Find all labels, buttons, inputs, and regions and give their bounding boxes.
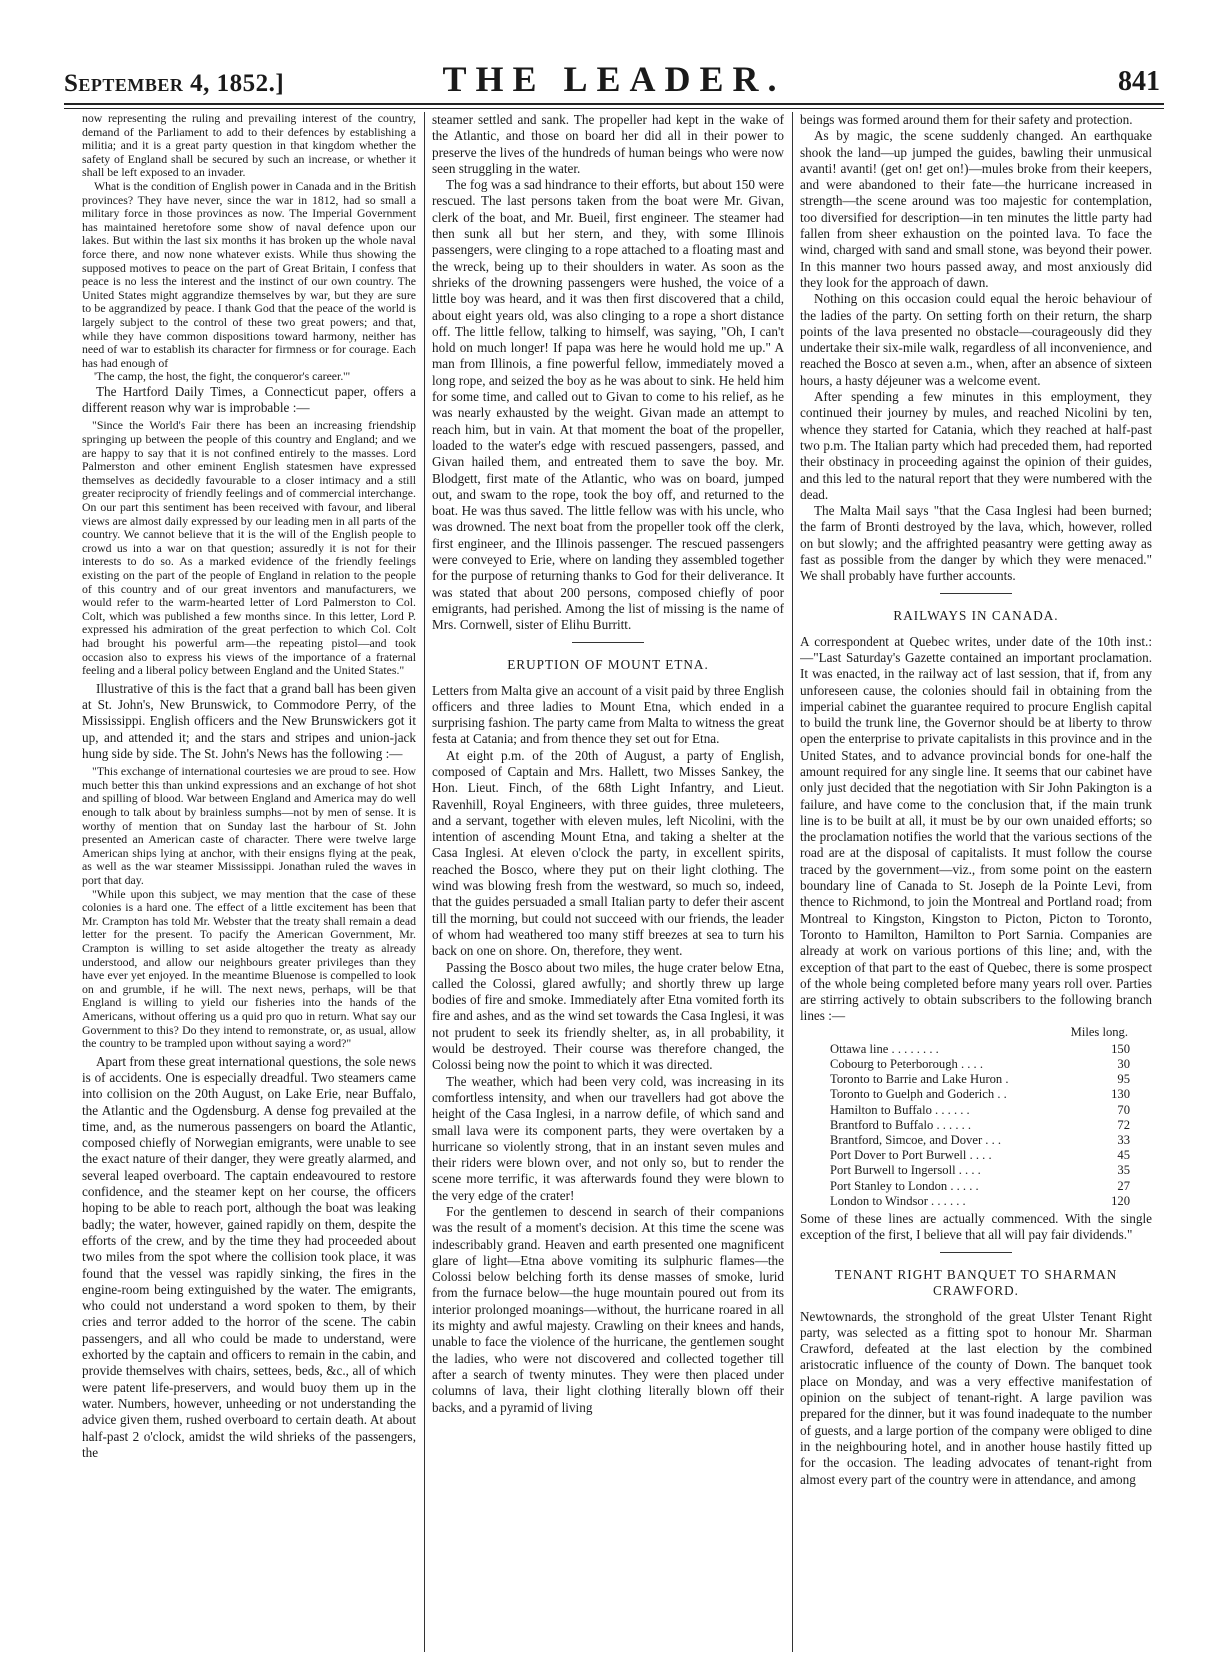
branch-line-miles: 130 xyxy=(1111,1087,1130,1102)
section-rule xyxy=(940,593,1012,594)
header-rule xyxy=(64,103,1164,105)
paragraph: The weather, which had been very cold, was increasing in its comfortless intensity, and when our travellers had got above the height of the Casa Inglesi, in a narrow defile, of which sand and small lava were its component parts, they were overtaken by a hurricane so violently strong, that in an instant seven mules and their riders were blown over, and not only so, but to render the scene more terrific, it was afterwards found they were blown to the very edge of the crater! xyxy=(432,1073,784,1203)
branch-line-miles: 45 xyxy=(1117,1148,1130,1163)
block-quote: "While upon this subject, we may mention that the case of these colonies is a hard one. The effect of a little excitement has been that Mr. Crampton has told Mr. Webster that the treaty shall remain a dead letter for the present. To pacify the American Government, Mr. Crampton is willing to set aside altogether the treaty as already understood, and allow our neighbours greater privileges than they have ever yet enjoyed. In the meantime Bluenose is compelled to look on and grumble, if he will. The next news, perhaps, will be that England is willing to yield our fisheries into the hands of the Americans, without offering us a quid pro quo in return. What say our Government to this? Do they intend to remonstrate, or, as usual, allow the country to be trampled upon without saying a word?" xyxy=(82,886,416,1051)
branch-line-miles: 35 xyxy=(1117,1163,1130,1178)
table-row xyxy=(800,1103,1152,1118)
paragraph: The Malta Mail says "that the Casa Inglesi had been burned; the farm of Bronti destroyed by the lava, which, however, rolled on but slowly; and the affrighted peasantry were getting away as fast as possible from the danger by which they were menaced." We shall probably have further accounts. xyxy=(800,503,1152,584)
table-row xyxy=(800,1179,1152,1194)
paragraph: A correspondent at Quebec writes, under date of the 10th inst.:—"Last Saturday's Gazette contained an important proclamation. It was enacted, in the railway act of last session, that if, from any unforeseen cause, the colonies should fail in obtaining from the imperial cabinet the guarantee required to procure English capital to build the trunk line, the Governor should be at liberty to throw open the enterprise to private capitalists in this province and in the United States, and to advance provincial bonds for one-half the amount required for any single line. It seems that our cabinet have only just decided that the negotiation with Sir John Pakington is a failure, and have come to the conclusion that, if the main trunk line is to be built at all, it must be by our own unaided efforts; so the proclamation notifies the world that the various sections of the road are at the disposal of capitalists. It must follow the course traced by the government—viz., from some point on the eastern boundary line of Canada to St. Joseph de la Pointe Levi, from thence to Richmond, to join the Montreal and Portland road; from Montreal to Kingston, Kingston to Picton, Picton to Toronto, Toronto to Hamilton, Hamilton to Port Sarnia. Companies are already at work on various portions of this line; and, with the exception of that part to the east of Quebec, there is some prospect of the whole being completed before many years roll over. Parties are stirring actively to obtain subscribers to the following branch lines :— xyxy=(800,633,1152,1024)
page-number: 841 xyxy=(1118,66,1160,97)
section-heading: ERUPTION OF MOUNT ETNA. xyxy=(507,656,709,672)
header-rule-thin xyxy=(64,108,1164,109)
branch-line-name: Brantford to Buffalo . . . . . . xyxy=(830,1117,972,1132)
paragraph: Newtownards, the stronghold of the great Ulster Tenant Right party, was selected as a fitting spot to honour Mr. Sharman Crawford, defeated at the last election by the combined aristocratic influence of the county of Down. The banquet took place on Monday, and was a very effective manifestation of opinion on the subject of tenant-right. A large pavilion was prepared for the dinner, but it was found inadequate to the number of guests, and a large portion of the company were obliged to dine in the neighbouring hotel, and in another house hastily fitted up for the occasion. The leading advocates of tenant-right from almost every part of the country were in attendance, and among xyxy=(800,1308,1152,1487)
table-row xyxy=(800,1042,1152,1057)
issue-date: September 4, 1852.] xyxy=(64,70,285,97)
branch-line-name: Toronto to Guelph and Goderich . . xyxy=(830,1087,1007,1102)
table-row xyxy=(800,1148,1152,1163)
paragraph: What is the condition of English power in Canada and in the British provinces? They have never, since the war in 1812, had so small a military force in those provinces as now. The Imperial Government has maintained heretofore some show of naval defence upon our lakes. But within the last six months it has broken up the whole naval force there, and now none whatever exists. While thus showing the supposed motives to peace on the part of Great Britain, I confess that peace is no less the interest and the instinct of our own country. The United States might aggrandize themselves by war, but they are sure to be aggrandized by peace. I thank God that the peace of the world is largely subject to the control of these two great powers; and that, while they have common dispositions toward harmony, neither has need of war to establish its character for firmness or for courage. Each has had enough of xyxy=(82,178,416,370)
block-quote: "This exchange of international courtesies we are proud to see. How much better this than unkind expressions and an exchange of hot shot and spilling of blood. War between England and America may do well enough to talk about by brainless sumphs—not by men of sense. It is worthy of mention that on Sunday last the harbour of St. John presented an American caste of character. There were twelve large American ships lying at anchor, with their ensigns flying at the peak, as well as the war steamer Mississippi. Jonathan ruled the waves in port that day. xyxy=(82,764,416,887)
paragraph: Letters from Malta give an account of a visit paid by three English officers and three ladies to Mount Etna, which ended in a surprising fashion. The party came from Malta to witness the great festa at Catania; and from thence they set out for Etna. xyxy=(432,682,784,747)
paragraph: steamer settled and sank. The propeller had kept in the wake of the Atlantic, and those on board her did all in their power to preserve the lives of the hundreds of human beings who were now seen struggling in the water. xyxy=(432,112,784,176)
table-row xyxy=(800,1163,1152,1178)
table-row xyxy=(800,1118,1152,1133)
paragraph: For the gentlemen to descend in search of their companions was the result of a moment's decision. At this time the scene was indescribably grand. Heaven and earth presented one magnificent glare of light—Etna above vomiting its sulphuric flames—the Colossi below belching forth its dense masses of smoke, lurid from the furnace below—the huge mountain poured out from its interior prolonged moanings—without, the hurricane roared in all its mighty and awful majesty. Crawling on their knees and hands, unable to face the violence of the hurricane, the gentlemen sought the ladies, who were not discovered and collected together till after a search of twenty minutes. They were then placed under columns of lava, their light clothing literally blown off their backs, and a pyramid of living xyxy=(432,1204,784,1415)
column-1 xyxy=(82,112,416,1654)
quotation-line: 'The camp, the host, the fight, the conqueror's career.'" xyxy=(94,369,351,384)
section-rule xyxy=(940,1252,1012,1253)
column-3 xyxy=(800,112,1152,1654)
section-heading: RAILWAYS IN CANADA. xyxy=(893,607,1059,623)
paragraph: Apart from these great international questions, the sole news is of accidents. One is especially dreadful. Two steamers came into collision on the 20th August, on Lake Erie, near Buffalo, the Atlantic and the Ogdensburg. A dense fog prevailed at the time, and, as the numerous passengers on board the Atlantic, composed chiefly of Norwegian emigrants, were unable to see the exact nature of their danger, they were greatly alarmed, and several leaped overboard. The captain endeavoured to restore confidence, and the steamer kept on her course, the officers hoping to be able to reach port, although the boat was leaking badly; the water, however, gained rapidly on them, despite the efforts of the crew, and by the time they had proceeded about two miles from the spot where the collision took place, it was found that the vessel was rapidly sinking, the fires in the engine-room being extinguished by the water. The emigrants, who could not understand a word spoken to them, by their cries and terror added to the horror of the scene. The cabin passengers, and all who could be made to understand, were exhorted by the captain and officers to remain in the cabin, and provide themselves with chairs, settees, beds, &c., all of which were patent life-preservers, and would buoy them up in the water. Numbers, however, unheeding or not understanding the advice given them, rushed overboard to certain death. At about half-past 2 o'clock, amidst the wild shrieks of the passengers, the xyxy=(82,1053,416,1460)
paragraph: After spending a few minutes in this employment, they continued their journey by mules, and reached Nicolini by ten, whence they started for Catania, which they reached at half-past two p.m. The Italian party which had preceded them, had reported their obstinacy in proceeding against the opinion of their guides, and this led to the natural report that they were numbered with the dead. xyxy=(800,389,1152,502)
branch-line-miles: 27 xyxy=(1117,1178,1130,1193)
branch-line-miles: 150 xyxy=(1111,1041,1130,1056)
section-rule xyxy=(572,642,644,643)
branch-line-miles: 33 xyxy=(1117,1132,1130,1147)
column-2 xyxy=(432,112,784,1654)
paragraph: now representing the ruling and prevailing interest of the country, demand of the Parliament to add to their defences by establishing a militia; and it is a great party question in that kingdom whether the safety of England shall be secured by such an increase, or whether it shall be left exposed to an invader. xyxy=(82,112,416,180)
column-divider xyxy=(424,112,425,1652)
branch-line-miles: 72 xyxy=(1117,1117,1130,1132)
branch-lines-table xyxy=(800,1042,1152,1209)
section-heading: TENANT RIGHT BANQUET TO SHARMAN CRAWFORD. xyxy=(834,1266,1118,1298)
paragraph: The Hartford Daily Times, a Connecticut paper, offers a different reason why war is improbable :— xyxy=(82,383,416,416)
paragraph: Nothing on this occasion could equal the heroic behaviour of the ladies of the party. On setting forth on their return, the sharp points of the lava presented no obstacle—courageously did they undertake their six-mile walk, regardless of all inconvenience, and reached the Bosco at seven a.m., when, after an absence of sixteen hours, a hasty déjeuner was a welcome event. xyxy=(800,291,1152,388)
table-row xyxy=(800,1072,1152,1087)
table-header: Miles long. xyxy=(1070,1024,1128,1039)
branch-line-name: Hamilton to Buffalo . . . . . . xyxy=(830,1102,970,1117)
paragraph: The fog was a sad hindrance to their efforts, but about 150 were rescued. The last persons taken from the boat were Mr. Givan, clerk of the boat, and Mr. Bueil, first engineer. The steamer had then sunk all but her stern, and they, with some Illinois passengers, were clinging to a rope attached to a floating mast and the wreck, being up to their shoulders in water. As soon as the shrieks of the drowning passengers were hushed, the voice of a little boy was heard, and it was then first discovered that a child, about eight years old, was also clinging to a rope a short distance off. The little fellow, talking to himself, was saying, "Oh, I can't hold on much longer! If papa was here he would hold me up." A man from Illinois, a fine powerful fellow, immediately moved a long rope, and seized the boy as he was about to sink. He held him for some time, and called out to Givan to come to his relief, as he was nearly exhausted by the weight. Givan made an attempt to reach him, but in vain. At that moment the boat of the propeller, loaded to the water's edge with rescued passengers, passed, and Givan hailed them, and entreated them to save the boy. Mr. Blodgett, first mate of the Atlantic, who was on board, jumped out, and swam to the rope, took the boy off, and returned to the boat. He was thus saved. The little fellow was with his uncle, who was drowned. The next boat from the propeller took off the clerk, first engineer, and the Illinois passenger. The rescued passengers were conveyed to Erie, where on landing they assembled together for the purpose of returning thanks to God for their deliverance. It was stated that about 200 persons, composed chiefly of poor emigrants, had perished. Among the list of missing is the name of Mrs. Cornwell, sister of Elihu Burritt. xyxy=(432,177,784,633)
branch-line-name: Port Stanley to London . . . . . xyxy=(830,1178,979,1193)
table-row xyxy=(800,1194,1152,1209)
newspaper-title: THE LEADER. xyxy=(442,59,786,99)
masthead xyxy=(64,58,1164,102)
paragraph: beings was formed around them for their safety and protection. xyxy=(800,112,1133,127)
branch-line-name: London to Windsor . . . . . . xyxy=(830,1193,966,1208)
branch-line-name: Port Dover to Port Burwell . . . . xyxy=(830,1148,992,1163)
paragraph: Some of these lines are actually commenced. With the single exception of the first, I believe that all will pay fair dividends." xyxy=(800,1210,1152,1243)
branch-line-miles: 120 xyxy=(1111,1193,1130,1208)
branch-line-name: Ottawa line . . . . . . . . xyxy=(830,1041,939,1056)
table-row xyxy=(800,1057,1152,1072)
branch-line-name: Toronto to Barrie and Lake Huron . xyxy=(830,1072,1009,1087)
block-quote: "Since the World's Fair there has been an increasing friendship springing up between the people of this country and England; and we are happy to say that it is not confined entirely to the masses. Lord Palmerston and other eminent English statesmen have expressed themselves as decidedly favourable to a closer intimacy and a still greater reciprocity of friendly feelings and of commercial interchange. On our part this sentiment has been received with favour, and liberal views are almost daily expressed by our leading men in all parts of the country. We cannot believe that it is the will of the English people to crowd us into a war on that question; assuredly it is not for their interests to do so. As a marked evidence of the friendly feelings existing on the part of the people of England in relation to the people of this country and of our great inventors and manufacturers, we would refer to the warm-hearted letter of Lord Palmerston to Col. Colt, which was published a few months since. In this letter, Lord P. expressed his admiration of the great perfection to which Col. Colt had brought his powerful arm—the repeating pistol—and took occasion also to express his views of the importance of a fraternal feeling and a liberal policy between England and the United States." xyxy=(82,418,416,678)
paragraph: Illustrative of this is the fact that a grand ball has been given at St. John's, New Brunswick, to Commodore Perry, of the Mississippi. English officers and the New Brunswickers got it up, and attended it; and the stars and stripes and union-jack hung side by side. The St. John's News has the following :— xyxy=(82,680,416,761)
branch-line-name: Brantford, Simcoe, and Dover . . . xyxy=(830,1132,1002,1147)
column-divider xyxy=(792,112,793,1652)
branch-line-name: Port Burwell to Ingersoll . . . . xyxy=(830,1163,981,1178)
branch-line-miles: 70 xyxy=(1117,1102,1130,1117)
branch-line-miles: 30 xyxy=(1117,1056,1130,1071)
branch-line-miles: 95 xyxy=(1117,1072,1130,1087)
branch-line-name: Cobourg to Peterborough . . . . xyxy=(830,1056,983,1071)
table-row xyxy=(800,1133,1152,1148)
table-row xyxy=(800,1087,1152,1102)
paragraph: Passing the Bosco about two miles, the huge crater below Etna, called the Colossi, glared awfully; and shortly threw up large bodies of fire and smoke. Immediately after Etna vomited forth its fire and ashes, and as the wind set towards the Casa Inglesi, it was not prudent to seek its friendly shelter, as, in all probability, it would be destroyed. Their course was therefore changed, the Colossi being now the point to which it was directed. xyxy=(432,959,784,1073)
paragraph: As by magic, the scene suddenly changed. An earthquake shook the land—up jumped the guides, bawling their unmusical avanti! avanti! (get on! get on!)—mules broke from their keepers, and were abandoned to their fate—the hurricane increased in strength—the scene around was too majestic for contemplation, too diversified for description—in ten minutes the little party had fallen from sheer exhaustion on the pointed lava. To face the wind, charged with sand and small stone, was beyond their power. In this manner two hours passed away, and most anxiously did they look for the approach of dawn. xyxy=(800,128,1152,290)
paragraph: At eight p.m. of the 20th of August, a party of English, composed of Captain and Mrs. Hallett, two Misses Sankey, the Hon. Lieut. Finch, of the 68th Light Infantry, and Lieut. Ravenhill, Royal Engineers, with three guides, three muleteers, and a servant, together with eleven mules, left Nicolini, with the intention of ascending Mount Etna, and taking a shelter at the Casa Inglesi. At eleven o'clock the party, in excellent spirits, reached the Bosco, where they put on their light clothing. The wind was blowing fresh from the westward, so much so, indeed, that the guides persuaded a small Italian party to defer their ascent till the morning, but could not succeed with our friends, the leader of whom had weathered too many stiff breezes at sea to turn his back on one on shore. On, therefore, they went. xyxy=(432,747,784,959)
